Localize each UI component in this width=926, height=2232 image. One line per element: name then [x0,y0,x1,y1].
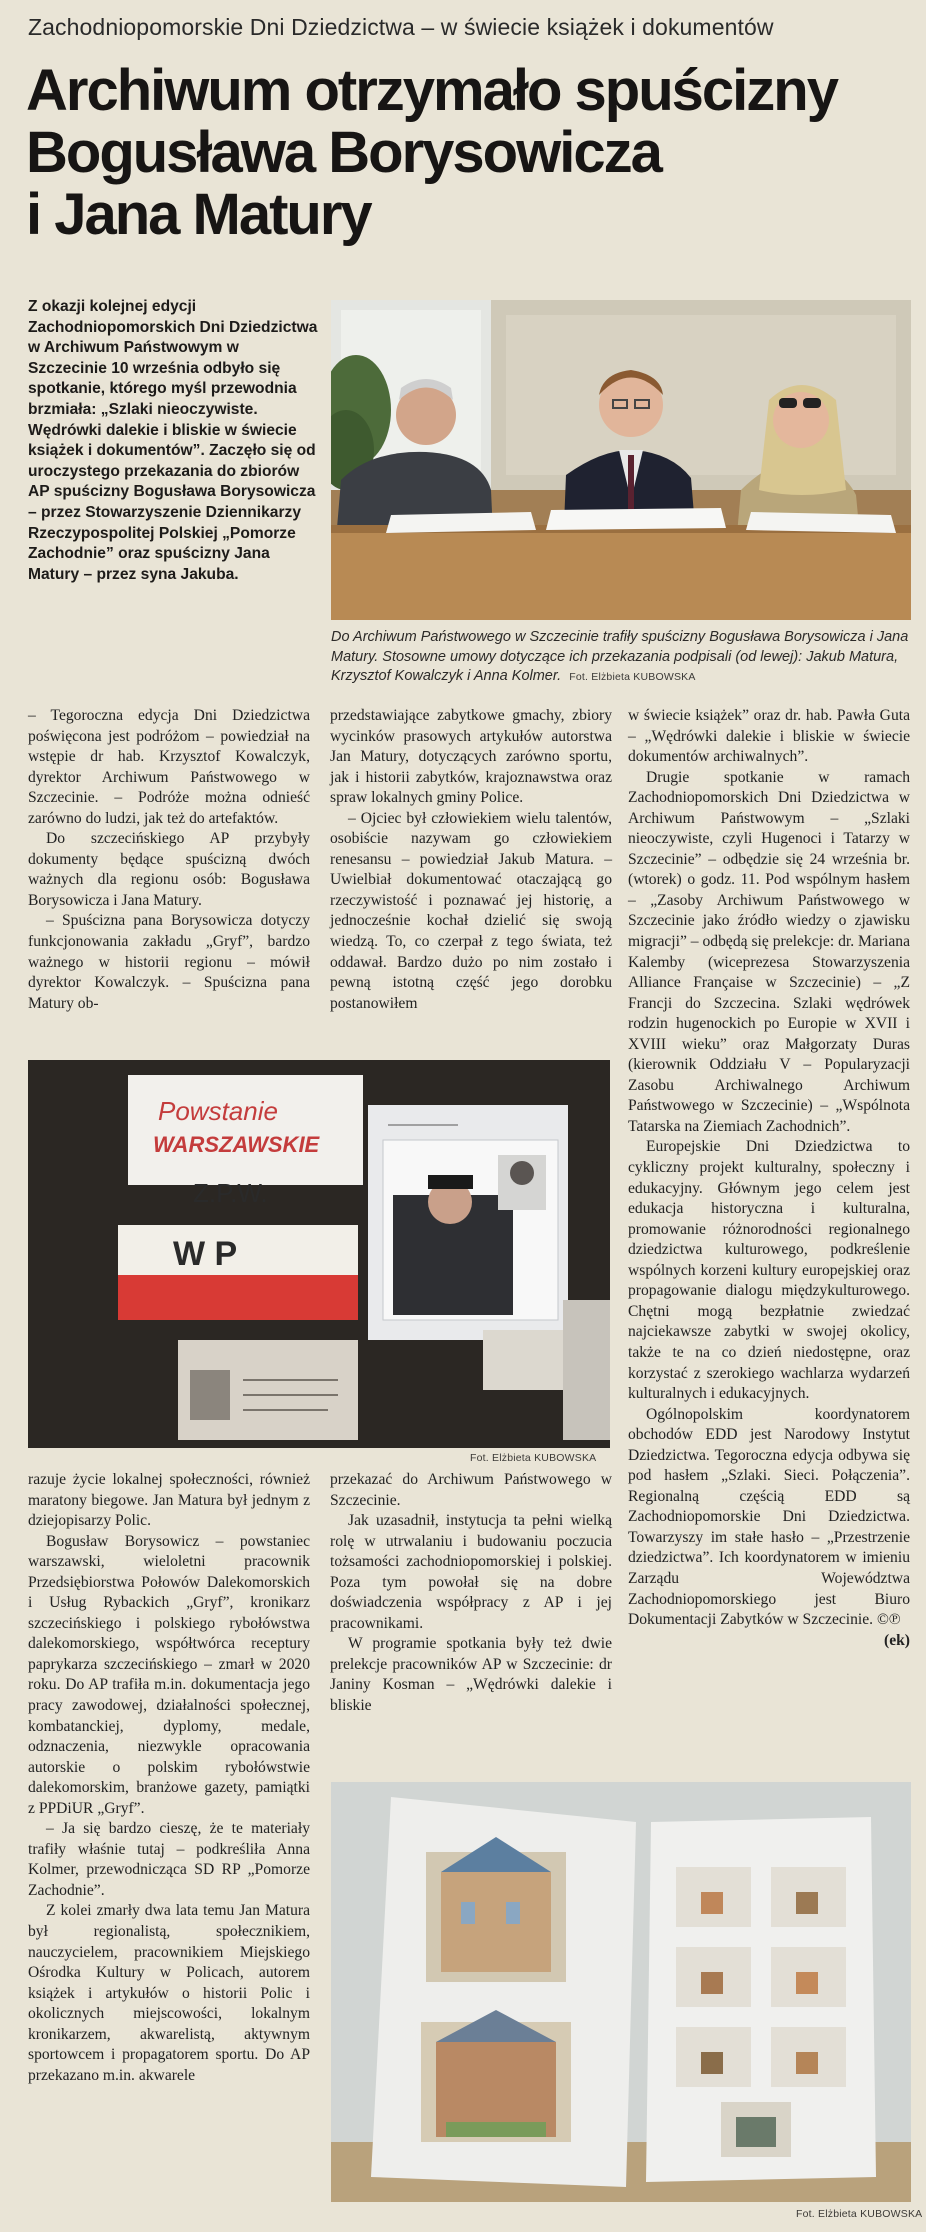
headline-line-2: Bogusława Borysowicza [26,120,661,185]
documents-photo-illustration [28,1060,610,1448]
paragraph-text: Ogólnopolskim koordynatorem obchodów EDD jest Narodowy Instytut Dziedzictwa. Tegoroczna edycja odbywa się pod hasłem „Szlaki. Sieci. Połączenia”. Regionalną częścią EDD są Zachodniopomorskie Dni Dziedzictwa. Towarzyszy im stałe hasło – „Przestrzenie dziedzictwa”. Ich koordynatorem w imieniu Zarządu Województwa Zachodniopomorskiego jest Biuro Dokumentacji Zabytków w Szczecinie. ©℗ [628,1405,910,1629]
paragraph: Europejskie Dni Dziedzictwa to cykliczny projekt kulturalny, społeczny i edukacyjny. Głównym jego celem jest edukacja historyczna i kulturalna, promowanie różnorodności regionalnego dziedzictwa kulturowego, podkreślenie wspólnych korzeni kultury europejskiej oraz propagowanie dialogu międzykulturowego. Chętni mogą bezpłatnie zwiedzać najciekawsze zabytki w swojej okolicy, także te na co dzień niedostępne, oraz korzystać z szerokiego wachlarza wydarzeń kulturalnych i edukacyjnych. [628,1138,910,1403]
headline [26,60,906,246]
signing-photo-illustration [331,300,911,620]
paragraph: w świecie książek” oraz dr. hab. Pawła Guta – „Wędrówki dalekie i bliskie w świecie dokumentów archiwalnych”. [628,707,910,766]
paragraph: – Ja się bardzo cieszę, że te materiały trafiły właśnie tutaj – podkreśliła Anna Kolmer, przewodnicząca SD RP „Pomorze Zachodnie”. [28,1820,310,1899]
column-1-bottom [28,1470,310,2086]
card1-line1: Powstanie [158,1096,278,1126]
photo-archival-documents [28,1060,610,1448]
headline-line-3: i Jana Matury [26,182,371,247]
paragraph: przekazać do Archiwum Państwowego w Szczecinie. [330,1471,612,1509]
paragraph: – Ojciec był człowiekiem wielu talentów, osobiście nazywam go człowiekiem renesansu – powiedział Jakub Matura. – Uwielbiał dokumentować otaczającą go rzeczywistość i poznawać jej historię, a jednocześnie kochał dzielić się swoją wiedzą. To, co czerpał z tego świata, też oddawał. Bardzo dużo po nim zostało i pewną istotną część jego dorobku postanowiłem [330,809,612,1012]
paragraph: Drugie spotkanie w ramach Zachodniopomorskich Dni Dziedzictwa w Archiwum Państwowym – „Szlaki nieoczywiste, czyli Hugenoci i Tatarzy w Szczecinie” – odbędzie się 24 września br. (wtorek) o godz. 11. Pod wspólnym hasłem – „Zasoby Archiwum Państwowego w Szczecinie jako źródło wiedzy o zjawisku migracji” – odbędą się prelekcje: dr. Mariana Kalemby (wiceprezesa Stowarzyszenia Alliance Française w Szczecinie) – „Z Francji do Szczecina. Szlaki wędrówek rodzin hugenockich po Europie w XVII i XVIII wieku” oraz Małgorzaty Duras (kierownik Oddziału V – Popularyzacji Zasobu Archiwalnego Archiwum Państwowego w Szczecinie) – „Wspólnota Tatarska na Ziemiach Zachodnich”. [628,768,910,1135]
photo1-caption [331,628,911,688]
paragraph: W programie spotkania były też dwie prelekcje pracowników AP w Szczecinie: dr Janiny Kosman – „Wędrówki dalekie i bliskie [330,1635,612,1715]
photo1-credit: Fot. Elżbieta KUBOWSKA [569,671,696,683]
armband-text: W P [173,1235,238,1273]
column-2-top [330,706,612,1014]
photo2-credit: Fot. Elżbieta KUBOWSKA [470,1452,597,1464]
column-2-bottom [330,1470,612,1717]
paragraph: Jak uzasadnił, instytucja ta pełni wielką rolę w utrwalaniu i budowaniu poczucia tożsamości zachodniopomorskiej i polskiej. Poza tym powołał się na dobre doświadczenia współpracy z AP i jej pracownikami. [330,1512,612,1632]
paragraph: – Spuścizna pana Borysowicza dotyczy funkcjonowania zakładu „Gryf”, bardzo ważnego w historii regionu – mówił dyrektor Kowalczyk. – Spuścizna pana Matury ob- [28,912,310,1012]
paragraph: Z kolei zmarły dwa lata temu Jan Matura był regionalistą, społecznikiem, nauczycielem, pracownikiem Miejskiego Ośrodka Kultury w Policach, autorem książek i artykułów o historii Polic i okolicznych miejscowości, lokalnym kronikarzem, akwarelistą, aktywnym sportowcem i propagatorem sportu. Do AP przekazano m.in. akwarele [28,1902,310,2084]
card1-line2: WARSZAWSKIE [153,1132,320,1157]
photo3-credit: Fot. Elżbieta KUBOWSKA [796,2208,923,2220]
section-header: Zachodniopomorskie Dni Dziedzictwa – w świecie książek i dokumentów [28,14,774,40]
photo-signing-ceremony [331,300,911,620]
paragraph: Do szczecińskiego AP przybyły dokumenty będące spuścizną dwóch ważnych dla regionu osób: Bogusława Borysowicza i Jana Matury. [28,830,310,909]
watercolour-photo-illustration [331,1782,911,2202]
paragraph: przedstawiające zabytkowe gmachy, zbiory wycinków prasowych artykułów autorstwa Jan Matury, dotyczących zarówno sportu, jak i historii zabytków, krajoznawstwa oraz spraw lokalnych gminy Police. [330,707,612,807]
paragraph: Bogusław Borysowicz – powstaniec warszawski, wieloletni pracownik Przedsiębiorstwa Połowów Dalekomorskich i Usług Rybackich „Gryf”, kronikarz szczecińskiego i polskiego rybołówstwa dalekomorskiego, współtwórca receptury paprykarza szczecińskiego – zmarł w 2020 roku. Do AP trafiła m.in. dokumentacja jego pracy zawodowej, działalności społecznej, kombatanckiej, dyplomy, medale, odznaczenia, niezwykle opracowania autorskie o polskim rybołówstwie dalekomorskim, branżowe gazety, pamiątki z PPDiUR „Gryf”. [28,1532,310,1817]
photo1-caption-text: Do Archiwum Państwowego w Szczecinie trafiły spuścizny Bogusława Borysowicza i Jana Matury. Stosowne umowy dotyczące ich przekazania podpisali (od lewej): Jakub Matura, Krzysztof Kowalczyk i Anna Kolmer. [331,629,909,684]
headline-line-1: Archiwum otrzymało spuścizny [26,58,837,123]
paragraph [628,1405,910,1649]
card1-line3: Z.P.W. [193,1178,268,1208]
column-1-top [28,706,310,1014]
lead-paragraph: Z okazji kolejnej edycji Zachodniopomorskich Dni Dziedzictwa w Archiwum Państwowym w Szczecinie 10 września odbyło się spotkanie, którego myśl przewodnia brzmiała: „Szlaki nieoczywiste. Wędrówki dalekie i bliskie w świecie książek i dokumentów”. Zaczęło się od uroczystego przekazania do zbiorów AP spuścizny Bogusława Borysowicza – przez Stowarzyszenie Dziennikarzy Rzeczypospolitej Polskiej „Pomorze Zachodnie” oraz spuścizny Jana Matury – przez syna Jakuba. [28,298,318,583]
author-signature: (ek) [884,1631,910,1649]
paragraph: razuje życie lokalnej społeczności, również maratony biegowe. Jan Matura był jednym z dziejopisarzy Polic. [28,1471,310,1530]
column-3 [628,706,910,1651]
photo-watercolour-exhibit [331,1782,911,2202]
paragraph: – Tegoroczna edycja Dni Dziedzictwa poświęcona jest podróżom – powiedział na wstępie dr hab. Krzysztof Kowalczyk, dyrektor Archiwum Państwowego w Szczecinie. – Podróże można odnieść zarówno do ludzi, jak też do artefaktów. [28,707,310,827]
